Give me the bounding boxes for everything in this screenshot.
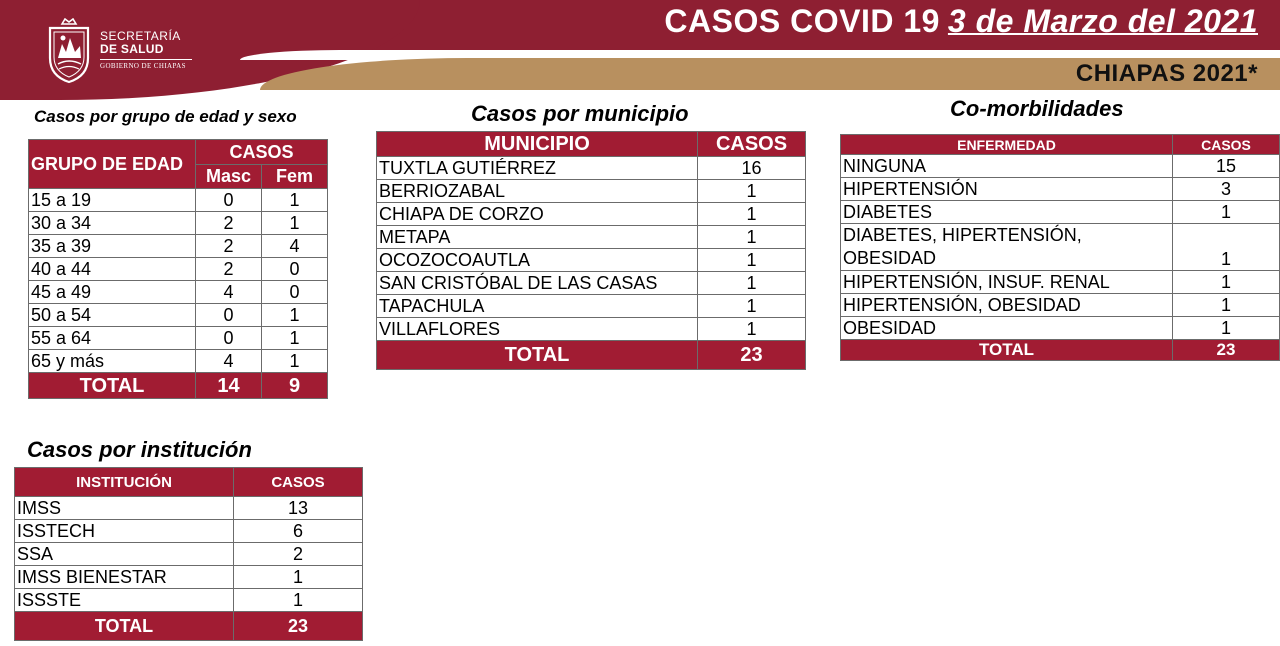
total-value: 23	[234, 612, 363, 641]
disease-name: DIABETES, HIPERTENSIÓN, OBESIDAD	[841, 224, 1173, 271]
table-row	[841, 271, 1280, 294]
masc-count: 4	[196, 350, 262, 373]
institution-cases: 1	[234, 589, 363, 612]
municipio-cases: 1	[698, 226, 806, 249]
municipio-cases: 1	[698, 272, 806, 295]
table-row	[841, 224, 1280, 271]
municipio-section-title: Casos por municipio	[471, 101, 689, 126]
table-row	[29, 327, 328, 350]
col-header-masc: Masc	[196, 165, 262, 189]
municipio-name: TAPACHULA	[377, 295, 698, 318]
institution-name: ISSSTE	[15, 589, 234, 612]
municipio-cases: 1	[698, 203, 806, 226]
masc-count: 2	[196, 258, 262, 281]
masc-count: 0	[196, 189, 262, 212]
table-row	[377, 157, 806, 180]
disease-cases: 1	[1173, 271, 1280, 294]
age-group: 50 a 54	[29, 304, 196, 327]
table-row	[377, 249, 806, 272]
table-row	[15, 543, 363, 566]
disease-name: NINGUNA	[841, 155, 1173, 178]
table-row	[29, 258, 328, 281]
fem-count: 4	[262, 235, 328, 258]
fem-count: 1	[262, 189, 328, 212]
col-header-cases: CASOS	[1173, 135, 1280, 155]
fem-count: 1	[262, 350, 328, 373]
total-row	[15, 612, 363, 641]
col-header-cases: CASOS	[234, 468, 363, 497]
table-row	[377, 203, 806, 226]
municipio-name: OCOZOCOAUTLA	[377, 249, 698, 272]
total-label: TOTAL	[841, 340, 1173, 361]
municipio-cases: 1	[698, 295, 806, 318]
table-header-row	[841, 135, 1280, 155]
disease-name: OBESIDAD	[841, 317, 1173, 340]
institution-name: IMSS BIENESTAR	[15, 566, 234, 589]
age-group: 45 a 49	[29, 281, 196, 304]
table-row	[29, 189, 328, 212]
fem-count: 0	[262, 258, 328, 281]
institution-name: ISSTECH	[15, 520, 234, 543]
col-header-cases: CASOS	[196, 140, 328, 165]
masc-count: 2	[196, 235, 262, 258]
table-row	[29, 350, 328, 373]
total-row	[29, 373, 328, 399]
disease-name: HIPERTENSIÓN, INSUF. RENAL	[841, 271, 1173, 294]
title-text: CASOS COVID 19	[664, 3, 940, 39]
masc-count: 4	[196, 281, 262, 304]
municipio-cases: 1	[698, 180, 806, 203]
municipio-name: VILLAFLORES	[377, 318, 698, 341]
age-sex-table	[28, 139, 328, 399]
comorbidity-table	[840, 134, 1280, 361]
table-row	[841, 317, 1280, 340]
table-row	[841, 201, 1280, 224]
table-header-row	[377, 132, 806, 157]
institution-section-title: Casos por institución	[27, 437, 252, 462]
municipio-name: TUXTLA GUTIÉRREZ	[377, 157, 698, 180]
table-row	[377, 295, 806, 318]
col-header-cases: CASOS	[698, 132, 806, 157]
comorbidity-section-title: Co-morbilidades	[950, 96, 1124, 121]
masc-count: 2	[196, 212, 262, 235]
col-header-fem: Fem	[262, 165, 328, 189]
table-row	[377, 180, 806, 203]
total-fem: 9	[262, 373, 328, 399]
masc-count: 0	[196, 327, 262, 350]
logo-secretaria: SECRETARÍA	[100, 29, 181, 43]
disease-cases: 1	[1173, 201, 1280, 224]
table-row	[15, 497, 363, 520]
table-row	[841, 294, 1280, 317]
table-row	[15, 589, 363, 612]
total-label: TOTAL	[15, 612, 234, 641]
table-row	[377, 318, 806, 341]
municipio-table	[376, 131, 806, 370]
table-row	[29, 235, 328, 258]
disease-name: HIPERTENSIÓN, OBESIDAD	[841, 294, 1173, 317]
fem-count: 0	[262, 281, 328, 304]
logo-text	[100, 30, 192, 70]
total-value: 23	[1173, 340, 1280, 361]
age-group: 65 y más	[29, 350, 196, 373]
municipio-name: SAN CRISTÓBAL DE LAS CASAS	[377, 272, 698, 295]
table-row	[15, 520, 363, 543]
masc-count: 0	[196, 304, 262, 327]
municipio-cases: 1	[698, 318, 806, 341]
table-row	[29, 281, 328, 304]
table-row	[377, 226, 806, 249]
logo-de-salud: DE SALUD	[100, 42, 164, 56]
municipio-cases: 16	[698, 157, 806, 180]
total-value: 23	[698, 341, 806, 370]
age-group: 35 a 39	[29, 235, 196, 258]
age-group: 15 a 19	[29, 189, 196, 212]
page-title	[664, 3, 1258, 40]
report-date: 3 de Marzo del 2021	[947, 3, 1258, 39]
age-group: 40 a 44	[29, 258, 196, 281]
table-row	[29, 304, 328, 327]
institution-cases: 1	[234, 566, 363, 589]
age-section-title: Casos por grupo de edad y sexo	[34, 107, 297, 126]
col-header-disease: ENFERMEDAD	[841, 135, 1173, 155]
table-row	[15, 566, 363, 589]
table-row	[841, 155, 1280, 178]
institution-cases: 6	[234, 520, 363, 543]
table-row	[29, 212, 328, 235]
col-header-municipio: MUNICIPIO	[377, 132, 698, 157]
disease-name: DIABETES	[841, 201, 1173, 224]
table-header-row	[15, 468, 363, 497]
disease-name: HIPERTENSIÓN	[841, 178, 1173, 201]
total-label: TOTAL	[377, 341, 698, 370]
disease-cases: 3	[1173, 178, 1280, 201]
col-header-institution: INSTITUCIÓN	[15, 468, 234, 497]
institution-table	[14, 467, 363, 641]
institution-name: IMSS	[15, 497, 234, 520]
municipio-cases: 1	[698, 249, 806, 272]
total-row	[377, 341, 806, 370]
disease-cases: 15	[1173, 155, 1280, 178]
age-group: 55 a 64	[29, 327, 196, 350]
municipio-name: CHIAPA DE CORZO	[377, 203, 698, 226]
institution-name: SSA	[15, 543, 234, 566]
table-row	[841, 178, 1280, 201]
disease-cases: 1	[1173, 224, 1280, 271]
total-row	[841, 340, 1280, 361]
chiapas-coat-of-arms-icon	[44, 18, 94, 84]
total-label: TOTAL	[29, 373, 196, 399]
disease-cases: 1	[1173, 317, 1280, 340]
fem-count: 1	[262, 304, 328, 327]
disease-cases: 1	[1173, 294, 1280, 317]
fem-count: 1	[262, 212, 328, 235]
institution-cases: 2	[234, 543, 363, 566]
fem-count: 1	[262, 327, 328, 350]
age-group: 30 a 34	[29, 212, 196, 235]
region-title: CHIAPAS 2021*	[1075, 60, 1258, 87]
municipio-name: METAPA	[377, 226, 698, 249]
table-row	[377, 272, 806, 295]
col-header-group: GRUPO DE EDAD	[29, 140, 196, 189]
table-header-row	[29, 140, 328, 165]
institution-cases: 13	[234, 497, 363, 520]
total-masc: 14	[196, 373, 262, 399]
municipio-name: BERRIOZABAL	[377, 180, 698, 203]
logo-gobierno: GOBIERNO DE CHIAPAS	[100, 62, 186, 70]
logo-divider	[100, 59, 192, 60]
